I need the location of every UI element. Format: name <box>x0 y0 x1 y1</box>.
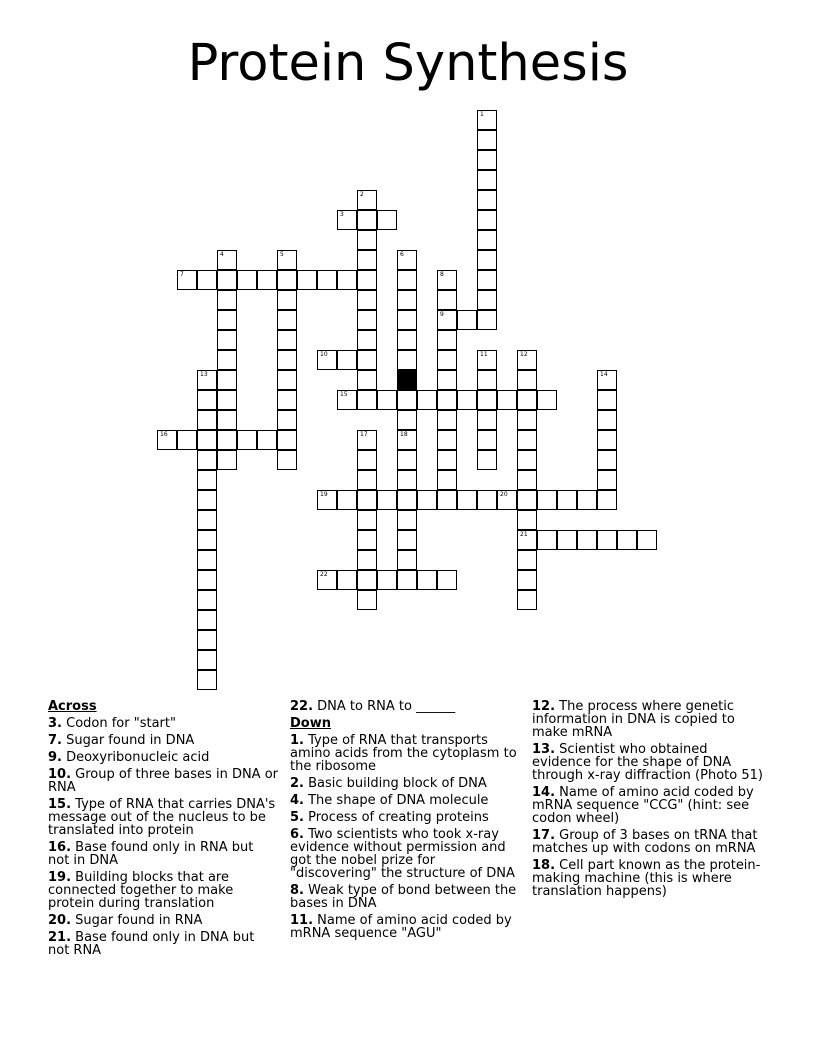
clue-item-number: 11. <box>290 913 314 928</box>
clue-section-header: Down <box>290 716 331 731</box>
grid-cell[interactable] <box>477 290 497 310</box>
clue-item <box>532 786 764 825</box>
grid-cell[interactable] <box>197 530 217 550</box>
clue-item <box>290 777 522 790</box>
grid-cell[interactable] <box>437 270 457 290</box>
grid-cell[interactable] <box>337 210 357 230</box>
grid-cell[interactable] <box>197 550 217 570</box>
clue-item-text: Group of 3 bases on tRNA that matches up with codons on mRNA <box>532 828 758 856</box>
clue-number: 12 <box>520 351 528 358</box>
clue-item-text: Base found only in DNA but not RNA <box>48 930 255 958</box>
clue-item-number: 3. <box>48 716 62 731</box>
grid-cell[interactable] <box>437 490 457 510</box>
clue-item-text: Name of amino acid coded by mRNA sequence "AGU" <box>290 913 512 941</box>
clue-item-text: Weak type of bond between the bases in DNA <box>290 883 517 911</box>
grid-cell[interactable] <box>397 430 417 450</box>
grid-cell[interactable] <box>477 490 497 510</box>
grid-cell[interactable] <box>397 310 417 330</box>
grid-cell[interactable] <box>597 430 617 450</box>
grid-cell[interactable] <box>197 570 217 590</box>
clue-item <box>290 811 522 824</box>
clue-item-text: Base found only in RNA but not in DNA <box>48 840 254 868</box>
grid-cell[interactable] <box>397 250 417 270</box>
grid-cell[interactable] <box>357 470 377 490</box>
grid-cell[interactable] <box>457 490 477 510</box>
clue-number: 15 <box>340 391 348 398</box>
grid-cell[interactable] <box>477 430 497 450</box>
clue-number: 20 <box>500 491 508 498</box>
grid-cell[interactable] <box>357 490 377 510</box>
grid-cell[interactable] <box>337 490 357 510</box>
grid-cell[interactable] <box>257 270 277 290</box>
clue-item-number: 18. <box>532 858 556 873</box>
grid-cell[interactable] <box>277 410 297 430</box>
clue-item-number: 10. <box>48 767 72 782</box>
grid-cell[interactable] <box>457 310 477 330</box>
grid-cell[interactable] <box>477 230 497 250</box>
grid-cell[interactable] <box>517 370 537 390</box>
clue-item-number: 16. <box>48 840 72 855</box>
grid-cell[interactable] <box>197 590 217 610</box>
grid-cell[interactable] <box>197 430 217 450</box>
grid-cell[interactable] <box>297 270 317 290</box>
grid-cell[interactable] <box>517 550 537 570</box>
grid-cell[interactable] <box>477 410 497 430</box>
grid-cell[interactable] <box>517 490 537 510</box>
grid-cell[interactable] <box>357 430 377 450</box>
grid-cell[interactable] <box>557 530 577 550</box>
grid-cell[interactable] <box>277 450 297 470</box>
clue-number: 1 <box>480 111 484 118</box>
grid-cell[interactable] <box>637 530 657 550</box>
grid-cell[interactable] <box>357 570 377 590</box>
grid-cell[interactable] <box>217 290 237 310</box>
grid-cell[interactable] <box>437 450 457 470</box>
grid-cell[interactable] <box>437 310 457 330</box>
grid-cell[interactable] <box>317 350 337 370</box>
clue-item-number: 17. <box>532 828 556 843</box>
grid-cell[interactable] <box>277 270 297 290</box>
clue-item-text: The shape of DNA molecule <box>303 793 489 808</box>
grid-cell[interactable] <box>577 530 597 550</box>
grid-cell[interactable] <box>217 450 237 470</box>
grid-cell[interactable] <box>437 290 457 310</box>
grid-cell[interactable] <box>197 370 217 390</box>
grid-cell[interactable] <box>537 530 557 550</box>
clue-item-number: 12. <box>532 699 556 714</box>
grid-cell[interactable] <box>457 390 477 410</box>
grid-cell[interactable] <box>377 570 397 590</box>
clue-number: 2 <box>360 191 364 198</box>
grid-cell[interactable] <box>437 470 457 490</box>
clue-item <box>532 829 764 855</box>
grid-cell[interactable] <box>517 590 537 610</box>
grid-cell[interactable] <box>517 390 537 410</box>
grid-cell[interactable] <box>357 270 377 290</box>
grid-cell[interactable] <box>477 170 497 190</box>
grid-cell[interactable] <box>357 250 377 270</box>
grid-cell[interactable] <box>277 250 297 270</box>
grid-cell[interactable] <box>517 530 537 550</box>
clue-number: 14 <box>600 371 608 378</box>
grid-cell[interactable] <box>537 490 557 510</box>
grid-cell[interactable] <box>517 470 537 490</box>
clue-item <box>48 914 278 927</box>
grid-cell[interactable] <box>397 330 417 350</box>
grid-cell[interactable] <box>397 350 417 370</box>
clue-number: 17 <box>360 431 368 438</box>
clue-item <box>290 828 522 880</box>
grid-cell[interactable] <box>157 430 177 450</box>
grid-cell[interactable] <box>577 490 597 510</box>
clue-item-number: 1. <box>290 733 304 748</box>
clue-item <box>290 914 522 940</box>
grid-cell[interactable] <box>377 390 397 410</box>
grid-cell[interactable] <box>197 270 217 290</box>
grid-cell[interactable] <box>357 370 377 390</box>
black-square <box>397 370 417 390</box>
clue-item <box>48 841 278 867</box>
grid-cell[interactable] <box>217 430 237 450</box>
grid-cell[interactable] <box>337 270 357 290</box>
grid-cell[interactable] <box>377 210 397 230</box>
clue-number: 6 <box>400 251 404 258</box>
grid-cell[interactable] <box>397 470 417 490</box>
grid-cell[interactable] <box>197 470 217 490</box>
grid-cell[interactable] <box>377 490 397 510</box>
grid-cell[interactable] <box>337 390 357 410</box>
grid-cell[interactable] <box>497 490 517 510</box>
grid-cell[interactable] <box>357 310 377 330</box>
grid-cell[interactable] <box>397 490 417 510</box>
clue-item-text: Deoxyribonucleic acid <box>61 750 210 765</box>
clue-item <box>532 743 764 782</box>
clue-item-text: Group of three bases in DNA or RNA <box>48 767 278 795</box>
grid-cell[interactable] <box>517 350 537 370</box>
clue-item-text: Name of amino acid coded by mRNA sequence "CCG" (hint: see codon wheel) <box>532 785 754 826</box>
grid-cell[interactable] <box>417 490 437 510</box>
grid-cell[interactable] <box>597 410 617 430</box>
grid-cell[interactable] <box>217 390 237 410</box>
grid-cell[interactable] <box>397 510 417 530</box>
clue-column-right <box>532 700 764 902</box>
clue-item <box>48 768 278 794</box>
grid-cell[interactable] <box>477 350 497 370</box>
clue-item-text: Cell part known as the protein-making machine (this is where translation happens) <box>532 858 761 899</box>
grid-cell[interactable] <box>357 550 377 570</box>
clue-item-number: 20. <box>48 913 72 928</box>
clue-number: 11 <box>480 351 488 358</box>
grid-cell[interactable] <box>537 390 557 410</box>
clue-number: 8 <box>440 271 444 278</box>
grid-cell[interactable] <box>437 570 457 590</box>
page-title: Protein Synthesis <box>187 34 629 93</box>
grid-cell[interactable] <box>477 450 497 470</box>
clue-item-text: Two scientists who took x-ray evidence without permission and got the nobel prize for "discovering" the structure of DNA <box>290 827 515 881</box>
clue-item-number: 7. <box>48 733 62 748</box>
grid-cell[interactable] <box>357 590 377 610</box>
grid-cell[interactable] <box>357 350 377 370</box>
clue-number: 16 <box>160 431 168 438</box>
clue-item <box>290 884 522 910</box>
clue-item <box>48 717 278 730</box>
grid-cell[interactable] <box>437 430 457 450</box>
grid-cell[interactable] <box>337 350 357 370</box>
clue-item-text: Codon for "start" <box>61 716 176 731</box>
clue-item-number: 4. <box>290 793 304 808</box>
grid-cell[interactable] <box>517 450 537 470</box>
grid-cell[interactable] <box>497 390 517 410</box>
grid-cell[interactable] <box>217 370 237 390</box>
grid-cell[interactable] <box>437 410 457 430</box>
grid-cell[interactable] <box>197 390 217 410</box>
grid-cell[interactable] <box>217 330 237 350</box>
clue-item-text: The process where genetic information in DNA is copied to make mRNA <box>532 699 735 740</box>
clue-item-number: 13. <box>532 742 556 757</box>
grid-cell[interactable] <box>197 410 217 430</box>
clue-item-number: 15. <box>48 797 72 812</box>
grid-cell[interactable] <box>397 450 417 470</box>
grid-cell[interactable] <box>417 390 437 410</box>
clue-item <box>290 700 522 713</box>
grid-cell[interactable] <box>597 530 617 550</box>
clue-item <box>532 859 764 898</box>
clue-column-across <box>48 700 278 961</box>
grid-cell[interactable] <box>437 350 457 370</box>
clue-item-number: 14. <box>532 785 556 800</box>
grid-cell[interactable] <box>477 190 497 210</box>
grid-cell[interactable] <box>317 570 337 590</box>
clue-number: 10 <box>320 351 328 358</box>
grid-cell[interactable] <box>397 290 417 310</box>
grid-cell[interactable] <box>517 510 537 530</box>
clue-item-text: Type of RNA that carries DNA's message out of the nucleus to be translated into protein <box>48 797 276 838</box>
grid-cell[interactable] <box>557 490 577 510</box>
grid-cell[interactable] <box>517 410 537 430</box>
clue-item-text: Scientist who obtained evidence for the shape of DNA through x-ray diffraction (Photo 51) <box>532 742 763 783</box>
clue-item <box>290 794 522 807</box>
grid-cell[interactable] <box>217 410 237 430</box>
grid-cell[interactable] <box>597 490 617 510</box>
grid-cell[interactable] <box>397 390 417 410</box>
grid-cell[interactable] <box>277 290 297 310</box>
grid-cell[interactable] <box>217 250 237 270</box>
grid-cell[interactable] <box>277 350 297 370</box>
grid-cell[interactable] <box>197 490 217 510</box>
clue-item <box>532 700 764 739</box>
grid-cell[interactable] <box>277 370 297 390</box>
clue-item-number: 9. <box>48 750 62 765</box>
grid-cell[interactable] <box>337 570 357 590</box>
grid-cell[interactable] <box>477 210 497 230</box>
grid-cell[interactable] <box>357 230 377 250</box>
grid-cell[interactable] <box>317 490 337 510</box>
grid-cell[interactable] <box>177 270 197 290</box>
clue-item-text: Sugar found in RNA <box>71 913 203 928</box>
grid-cell[interactable] <box>357 510 377 530</box>
grid-cell[interactable] <box>357 450 377 470</box>
grid-cell[interactable] <box>597 450 617 470</box>
clue-number: 4 <box>220 251 224 258</box>
grid-cell[interactable] <box>357 530 377 550</box>
grid-cell[interactable] <box>477 130 497 150</box>
grid-cell[interactable] <box>357 210 377 230</box>
grid-cell[interactable] <box>477 310 497 330</box>
grid-cell[interactable] <box>197 450 217 470</box>
grid-cell[interactable] <box>237 430 257 450</box>
clue-item <box>48 871 278 910</box>
clue-item-text: Type of RNA that transports amino acids from the cytoplasm to the ribosome <box>290 733 517 774</box>
clue-number: 5 <box>280 251 284 258</box>
grid-cell[interactable] <box>237 270 257 290</box>
grid-cell[interactable] <box>597 390 617 410</box>
grid-cell[interactable] <box>277 390 297 410</box>
grid-cell[interactable] <box>357 330 377 350</box>
grid-cell[interactable] <box>477 250 497 270</box>
grid-cell[interactable] <box>477 390 497 410</box>
clue-number: 21 <box>520 531 528 538</box>
clue-item <box>48 798 278 837</box>
clue-column-middle <box>290 700 522 944</box>
grid-cell[interactable] <box>397 570 417 590</box>
grid-cell[interactable] <box>177 430 197 450</box>
grid-cell[interactable] <box>317 270 337 290</box>
grid-cell[interactable] <box>277 310 297 330</box>
grid-cell[interactable] <box>257 430 277 450</box>
clue-item-text: Basic building block of DNA <box>303 776 487 791</box>
clue-number: 3 <box>340 211 344 218</box>
grid-cell[interactable] <box>197 610 217 630</box>
clue-item-text: DNA to RNA to ______ <box>313 699 456 714</box>
clue-item-number: 8. <box>290 883 304 898</box>
grid-cell[interactable] <box>477 370 497 390</box>
grid-cell[interactable] <box>417 570 437 590</box>
grid-cell[interactable] <box>197 630 217 650</box>
grid-cell[interactable] <box>277 330 297 350</box>
clue-item-number: 22. <box>290 699 314 714</box>
grid-cell[interactable] <box>217 270 237 290</box>
clue-item-number: 2. <box>290 776 304 791</box>
clue-item-number: 19. <box>48 870 72 885</box>
grid-cell[interactable] <box>197 670 217 690</box>
clue-number: 7 <box>180 271 184 278</box>
clue-item-text: Process of creating proteins <box>303 810 489 825</box>
grid-cell[interactable] <box>477 150 497 170</box>
clue-number: 22 <box>320 571 328 578</box>
grid-cell[interactable] <box>517 430 537 450</box>
grid-cell[interactable] <box>397 270 417 290</box>
grid-cell[interactable] <box>397 410 417 430</box>
clue-item <box>48 751 278 764</box>
grid-cell[interactable] <box>357 290 377 310</box>
clue-section-header: Across <box>48 699 97 714</box>
clue-number: 13 <box>200 371 208 378</box>
grid-cell[interactable] <box>357 390 377 410</box>
grid-cell[interactable] <box>477 110 497 130</box>
clue-item <box>48 734 278 747</box>
grid-cell[interactable] <box>397 530 417 550</box>
clue-item <box>290 734 522 773</box>
grid-cell[interactable] <box>217 310 237 330</box>
grid-cell[interactable] <box>437 330 457 350</box>
clue-item-text: Building blocks that are connected together to make protein during translation <box>48 870 234 911</box>
grid-cell[interactable] <box>217 350 237 370</box>
grid-cell[interactable] <box>437 370 457 390</box>
grid-cell[interactable] <box>517 570 537 590</box>
grid-cell[interactable] <box>477 270 497 290</box>
clue-item-number: 5. <box>290 810 304 825</box>
grid-cell[interactable] <box>437 390 457 410</box>
grid-cell[interactable] <box>277 430 297 450</box>
clue-number: 9 <box>440 311 444 318</box>
grid-cell[interactable] <box>617 530 637 550</box>
grid-cell[interactable] <box>397 550 417 570</box>
clue-number: 18 <box>400 431 408 438</box>
grid-cell[interactable] <box>357 190 377 210</box>
clue-item-number: 6. <box>290 827 304 842</box>
clue-number: 19 <box>320 491 328 498</box>
grid-cell[interactable] <box>197 650 217 670</box>
clue-item <box>48 931 278 957</box>
grid-cell[interactable] <box>197 510 217 530</box>
clue-item-number: 21. <box>48 930 72 945</box>
clue-item-text: Sugar found in DNA <box>61 733 195 748</box>
grid-cell[interactable] <box>597 470 617 490</box>
grid-cell[interactable] <box>597 370 617 390</box>
